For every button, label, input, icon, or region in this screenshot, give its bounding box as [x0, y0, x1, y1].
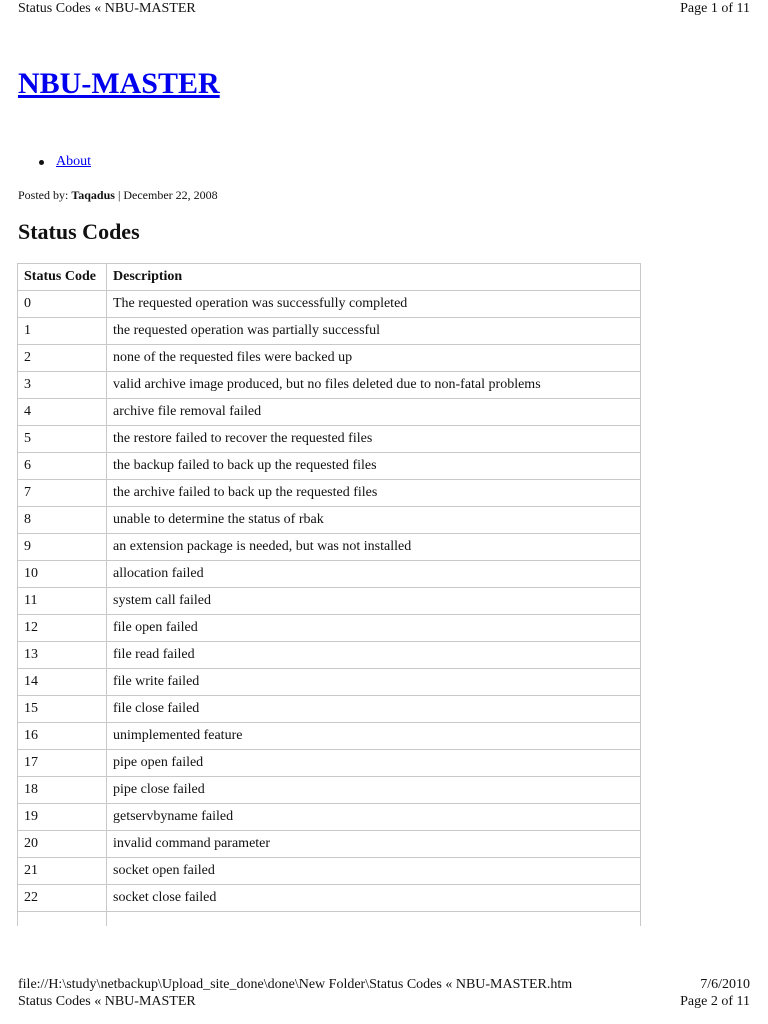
table-body	[18, 291, 641, 927]
description-cell: socket open failed	[107, 858, 641, 885]
site-title	[18, 66, 220, 102]
description-cell: pipe close failed	[107, 777, 641, 804]
table-row	[18, 453, 641, 480]
nav-menu	[18, 153, 91, 171]
status-codes-table	[17, 263, 641, 926]
table-row	[18, 858, 641, 885]
description-cell: the archive failed to back up the requested files	[107, 480, 641, 507]
table-row	[18, 588, 641, 615]
table-row	[18, 804, 641, 831]
bullet-icon	[39, 160, 44, 165]
description-cell: allocation failed	[107, 561, 641, 588]
status-code-cell: 4	[18, 399, 107, 426]
description-cell: the requested operation was partially successful	[107, 318, 641, 345]
status-code-cell: 20	[18, 831, 107, 858]
footer-file-path: file://H:\study\netbackup\Upload_site_done\done\New Folder\Status Codes « NBU-MASTER.htm	[18, 977, 573, 992]
description-cell: archive file removal failed	[107, 399, 641, 426]
status-code-cell: 22	[18, 885, 107, 912]
description-cell: the backup failed to back up the requested files	[107, 453, 641, 480]
status-code-cell: 16	[18, 723, 107, 750]
table-row	[18, 885, 641, 912]
status-code-cell: 2	[18, 345, 107, 372]
status-code-cell: 11	[18, 588, 107, 615]
column-header-status-code: Status Code	[18, 264, 107, 291]
status-code-cell: 13	[18, 642, 107, 669]
table-row	[18, 318, 641, 345]
status-code-cell: 9	[18, 534, 107, 561]
status-code-cell: 3	[18, 372, 107, 399]
posted-by-label: Posted by:	[18, 188, 72, 202]
status-code-cell: 5	[18, 426, 107, 453]
status-code-cell: 17	[18, 750, 107, 777]
print-header-page-number: Page 1 of 11	[680, 1, 750, 16]
print-header-title: Status Codes « NBU-MASTER	[18, 1, 196, 16]
about-link[interactable]: About	[56, 154, 91, 169]
table-row	[18, 696, 641, 723]
table-row	[18, 399, 641, 426]
status-codes-table-container	[17, 263, 641, 926]
description-cell: socket close failed	[107, 885, 641, 912]
description-cell: getservbyname failed	[107, 804, 641, 831]
description-cell: unimplemented feature	[107, 723, 641, 750]
column-header-description: Description	[107, 264, 641, 291]
description-cell: file open failed	[107, 615, 641, 642]
post-date: December 22, 2008	[123, 188, 218, 202]
description-cell: The requested operation was successfully completed	[107, 291, 641, 318]
description-cell: file read failed	[107, 642, 641, 669]
table-row	[18, 777, 641, 804]
site-title-link[interactable]: NBU-MASTER	[18, 67, 220, 100]
status-code-cell: 12	[18, 615, 107, 642]
meta-separator: |	[114, 188, 124, 202]
description-cell: pipe open failed	[107, 750, 641, 777]
description-cell: valid archive image produced, but no files deleted due to non-fatal problems	[107, 372, 641, 399]
description-cell: file close failed	[107, 696, 641, 723]
description-cell	[107, 912, 641, 927]
table-row	[18, 723, 641, 750]
table-row	[18, 831, 641, 858]
table-row	[18, 669, 641, 696]
next-page-number: Page 2 of 11	[680, 994, 750, 1009]
post-meta	[18, 187, 218, 203]
post-title: Status Codes	[18, 219, 140, 244]
table-row	[18, 642, 641, 669]
status-code-cell: 0	[18, 291, 107, 318]
table-header-row	[18, 264, 641, 291]
status-code-cell: 21	[18, 858, 107, 885]
table-row	[18, 534, 641, 561]
description-cell: the restore failed to recover the requested files	[107, 426, 641, 453]
post-author: Taqadus	[71, 188, 115, 202]
table-row	[18, 561, 641, 588]
description-cell: invalid command parameter	[107, 831, 641, 858]
status-code-cell: 18	[18, 777, 107, 804]
table-row	[18, 507, 641, 534]
status-code-cell: 15	[18, 696, 107, 723]
description-cell: none of the requested files were backed up	[107, 345, 641, 372]
table-row	[18, 345, 641, 372]
table-row	[18, 750, 641, 777]
status-code-cell: 14	[18, 669, 107, 696]
table-row	[18, 372, 641, 399]
description-cell: file write failed	[107, 669, 641, 696]
status-code-cell: 7	[18, 480, 107, 507]
nav-item-about	[18, 153, 91, 171]
description-cell: an extension package is needed, but was not installed	[107, 534, 641, 561]
footer-print-date: 7/6/2010	[700, 977, 750, 992]
next-page-title: Status Codes « NBU-MASTER	[18, 994, 196, 1009]
description-cell: unable to determine the status of rbak	[107, 507, 641, 534]
status-code-cell: 1	[18, 318, 107, 345]
status-code-cell: 19	[18, 804, 107, 831]
table-row	[18, 615, 641, 642]
table-row	[18, 426, 641, 453]
status-code-cell: 6	[18, 453, 107, 480]
status-code-cell	[18, 912, 107, 927]
status-code-cell: 8	[18, 507, 107, 534]
status-code-cell: 10	[18, 561, 107, 588]
table-row	[18, 480, 641, 507]
description-cell: system call failed	[107, 588, 641, 615]
table-row	[18, 291, 641, 318]
table-row	[18, 912, 641, 927]
